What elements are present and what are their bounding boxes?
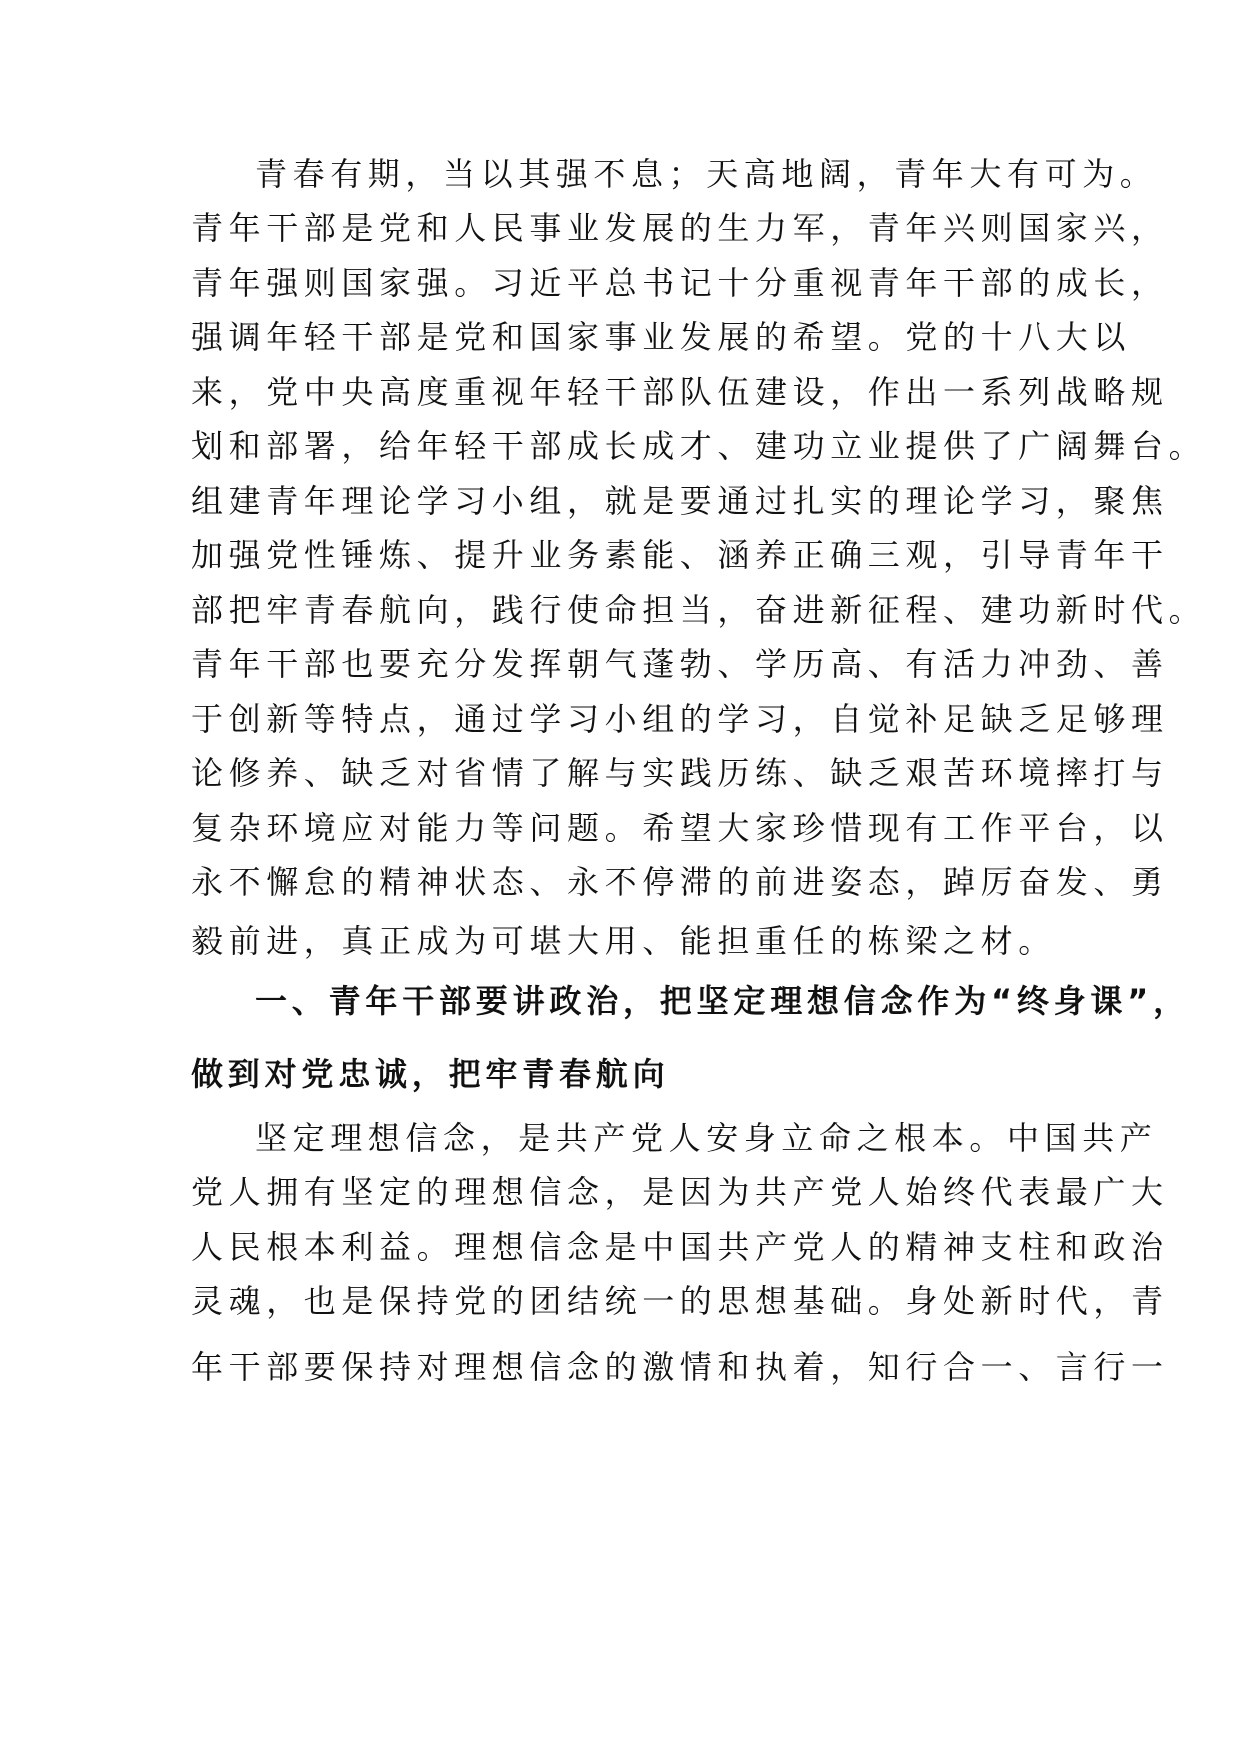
paragraph-1-line-6: 划和部署，给年轻干部成长成才、建功立业提供了广阔舞台。 bbox=[191, 427, 1207, 465]
paragraph-1-line-2: 青年干部是党和人民事业发展的生力军，青年兴则国家兴， bbox=[191, 209, 1169, 247]
paragraph-1-line-14: 永不懈怠的精神状态、永不停滞的前进姿态，踔厉奋发、勇 bbox=[191, 863, 1169, 901]
paragraph-2-line-4: 灵魂，也是保持党的团结统一的思想基础。身处新时代，青 bbox=[191, 1282, 1169, 1320]
paragraph-1-line-12: 论修养、缺乏对省情了解与实践历练、缺乏艰苦环境摔打与 bbox=[191, 754, 1169, 792]
paragraph-1-line-3: 青年强则国家强。习近平总书记十分重视青年干部的成长， bbox=[191, 264, 1169, 302]
paragraph-2-line-5: 年干部要保持对理想信念的激情和执着，知行合一、言行一 bbox=[191, 1348, 1169, 1386]
paragraph-1-line-7: 组建青年理论学习小组，就是要通过扎实的理论学习，聚焦 bbox=[191, 482, 1169, 520]
paragraph-1-line-15: 毅前进，真正成为可堪大用、能担重任的栋梁之材。 bbox=[191, 922, 1056, 960]
paragraph-1-line-9: 部把牢青春航向，践行使命担当，奋进新征程、建功新时代。 bbox=[191, 591, 1207, 629]
paragraph-1-line-1: 青春有期，当以其强不息；天高地阔，青年大有可为。 bbox=[255, 155, 1158, 193]
paragraph-1-line-11: 于创新等特点，通过学习小组的学习，自觉补足缺乏足够理 bbox=[191, 700, 1169, 738]
paragraph-2-line-1: 坚定理想信念，是共产党人安身立命之根本。中国共产 bbox=[255, 1119, 1158, 1157]
paragraph-2-line-3: 人民根本利益。理想信念是中国共产党人的精神支柱和政治 bbox=[191, 1228, 1169, 1266]
section-heading-line-1: 一、青年干部要讲政治，把坚定理想信念作为“终身课”， bbox=[255, 982, 1190, 1020]
paragraph-1-line-8: 加强党性锤炼、提升业务素能、涵养正确三观，引导青年干 bbox=[191, 536, 1169, 574]
paragraph-1-line-13: 复杂环境应对能力等问题。希望大家珍惜现有工作平台，以 bbox=[191, 809, 1169, 847]
section-heading-line-2: 做到对党忠诚，把牢青春航向 bbox=[191, 1055, 670, 1093]
paragraph-1-line-5: 来，党中央高度重视年轻干部队伍建设，作出一系列战略规 bbox=[191, 373, 1169, 411]
paragraph-1-line-4: 强调年轻干部是党和国家事业发展的希望。党的十八大以 bbox=[191, 318, 1132, 356]
paragraph-1-line-10: 青年干部也要充分发挥朝气蓬勃、学历高、有活力冲劲、善 bbox=[191, 645, 1169, 683]
paragraph-2-line-2: 党人拥有坚定的理想信念，是因为共产党人始终代表最广大 bbox=[191, 1173, 1169, 1211]
